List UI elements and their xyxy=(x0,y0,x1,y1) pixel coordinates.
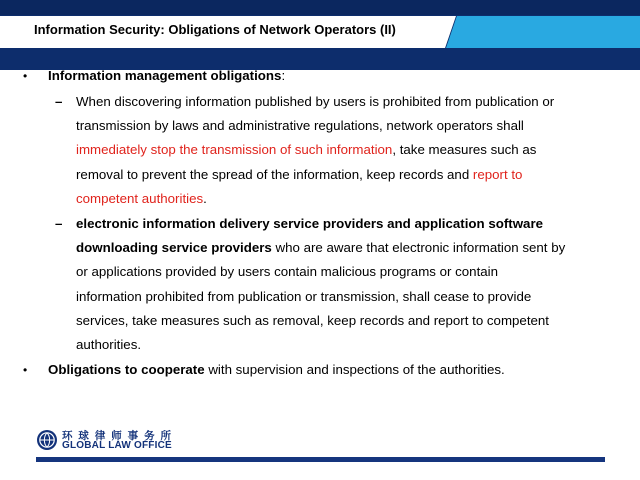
text-run: . xyxy=(203,190,207,206)
text-line: When discovering information published by users is prohibited from publication or xyxy=(76,94,555,109)
logo-chinese-name: 环 球 律 师 事 务 所 xyxy=(62,430,173,442)
header-accent-panel xyxy=(446,16,640,48)
footer-rule xyxy=(36,457,605,462)
header-top-strip xyxy=(0,0,640,15)
dash-marker: – xyxy=(55,94,63,109)
bullet-marker: • xyxy=(23,363,28,378)
text-run: , take measures such as xyxy=(392,142,537,158)
text-line: authorities. xyxy=(76,337,142,353)
text-line xyxy=(76,187,616,211)
highlight-text: report to xyxy=(472,166,523,182)
sub-item-discovering-information xyxy=(0,90,616,211)
text-run: who are aware that electronic information sent by xyxy=(271,240,566,256)
bullet-information-management xyxy=(0,64,618,88)
bullet-title: Obligations to cooperate xyxy=(48,362,205,378)
slide-content xyxy=(0,64,640,382)
text-line: electronic information delivery service providers and application software xyxy=(76,216,544,232)
text-line: or applications provided by users contain malicious programs or contain xyxy=(76,264,499,280)
bullet-cooperate xyxy=(0,358,618,382)
text-run: with supervision and inspections of the authorities. xyxy=(204,362,505,378)
bullet-title: Information management obligations xyxy=(48,68,282,83)
logo-english-name: GLOBAL LAW OFFICE xyxy=(62,440,172,451)
sub-item-service-providers xyxy=(0,212,616,357)
globe-logo-icon xyxy=(36,429,58,451)
text-line xyxy=(76,138,616,162)
highlight-text: immediately stop the transmission of such information xyxy=(76,142,393,158)
dash-marker: – xyxy=(55,216,63,232)
text-line: services, take measures such as removal, keep records and report to competent xyxy=(76,312,550,328)
bold-text: downloading service providers xyxy=(76,240,272,256)
text-line xyxy=(76,163,616,187)
text-line: information prohibited from publication or transmission, shall cease to provide xyxy=(76,288,532,304)
bullet-colon: : xyxy=(281,68,286,83)
highlight-text: competent authorities xyxy=(76,190,204,206)
text-line: transmission by laws and administrative regulations, network operators shall xyxy=(76,118,524,134)
bullet-marker: • xyxy=(23,69,28,83)
text-run: removal to prevent the spread of the information, keep records and xyxy=(76,166,473,182)
text-line xyxy=(76,236,616,260)
page-title: Information Security: Obligations of Network Operators (II) xyxy=(34,22,396,37)
